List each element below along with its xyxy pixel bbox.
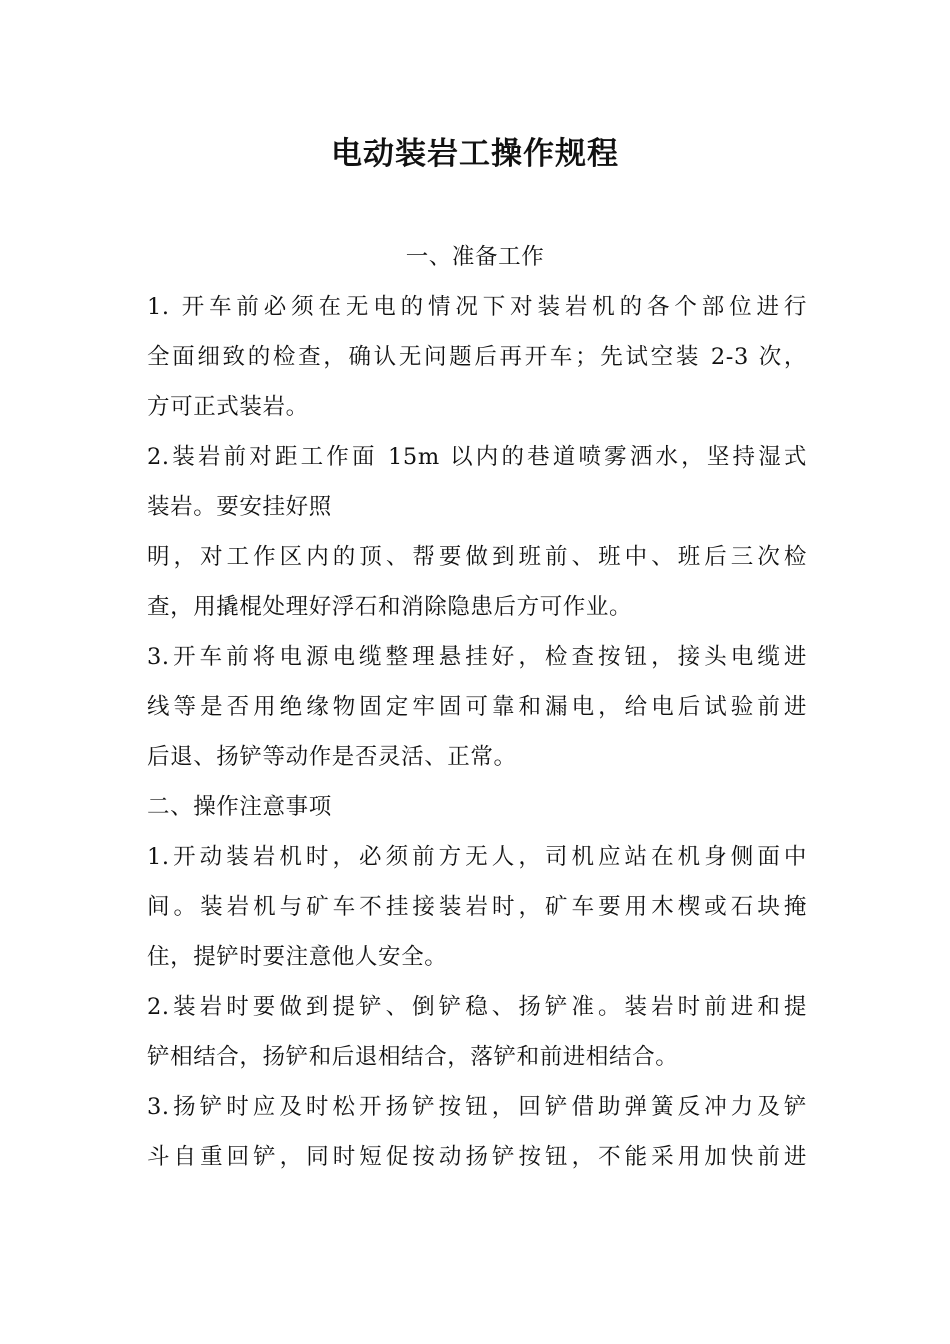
paragraph-line: 2.装岩前对距工作面 15m 以内的巷道喷雾洒水，坚持湿式	[147, 444, 807, 470]
paragraph-line: 装岩。要安挂好照	[147, 494, 332, 520]
paragraph-line: 方可正式装岩。	[147, 394, 309, 420]
paragraph-line: 铲相结合，扬铲和后退相结合，落铲和前进相结合。	[147, 1044, 679, 1070]
section-heading: 一、准备工作	[405, 244, 545, 270]
paragraph-line: 斗自重回铲，同时短促按动扬铲按钮，不能采用加快前进	[147, 1144, 807, 1170]
paragraph-line: 后退、扬铲等动作是否灵活、正常。	[147, 744, 517, 770]
paragraph-line: 查，用撬棍处理好浮石和消除隐患后方可作业。	[147, 594, 633, 620]
paragraph-line: 明，对工作区内的顶、帮要做到班前、班中、班后三次检	[147, 544, 807, 570]
document-title: 电动装岩工操作规程	[331, 136, 619, 172]
paragraph-line: 线等是否用绝缘物固定牢固可靠和漏电，给电后试验前进	[147, 694, 807, 720]
paragraph-line: 住，提铲时要注意他人安全。	[147, 944, 448, 970]
paragraph-line: 3.开车前将电源电缆整理悬挂好，检查按钮，接头电缆进	[147, 644, 807, 670]
paragraph-line: 间。装岩机与矿车不挂接装岩时，矿车要用木楔或石块掩	[147, 894, 807, 920]
paragraph-line: 全面细致的检查，确认无问题后再开车；先试空装 2-3 次，	[147, 344, 807, 370]
section-heading: 二、操作注意事项	[147, 794, 332, 820]
paragraph-line: 1.开动装岩机时，必须前方无人，司机应站在机身侧面中	[147, 844, 807, 870]
paragraph-line: 1. 开车前必须在无电的情况下对装岩机的各个部位进行	[147, 294, 807, 320]
paragraph-line: 3.扬铲时应及时松开扬铲按钮，回铲借助弹簧反冲力及铲	[147, 1094, 807, 1120]
paragraph-line: 2.装岩时要做到提铲、倒铲稳、扬铲准。装岩时前进和提	[147, 994, 807, 1020]
